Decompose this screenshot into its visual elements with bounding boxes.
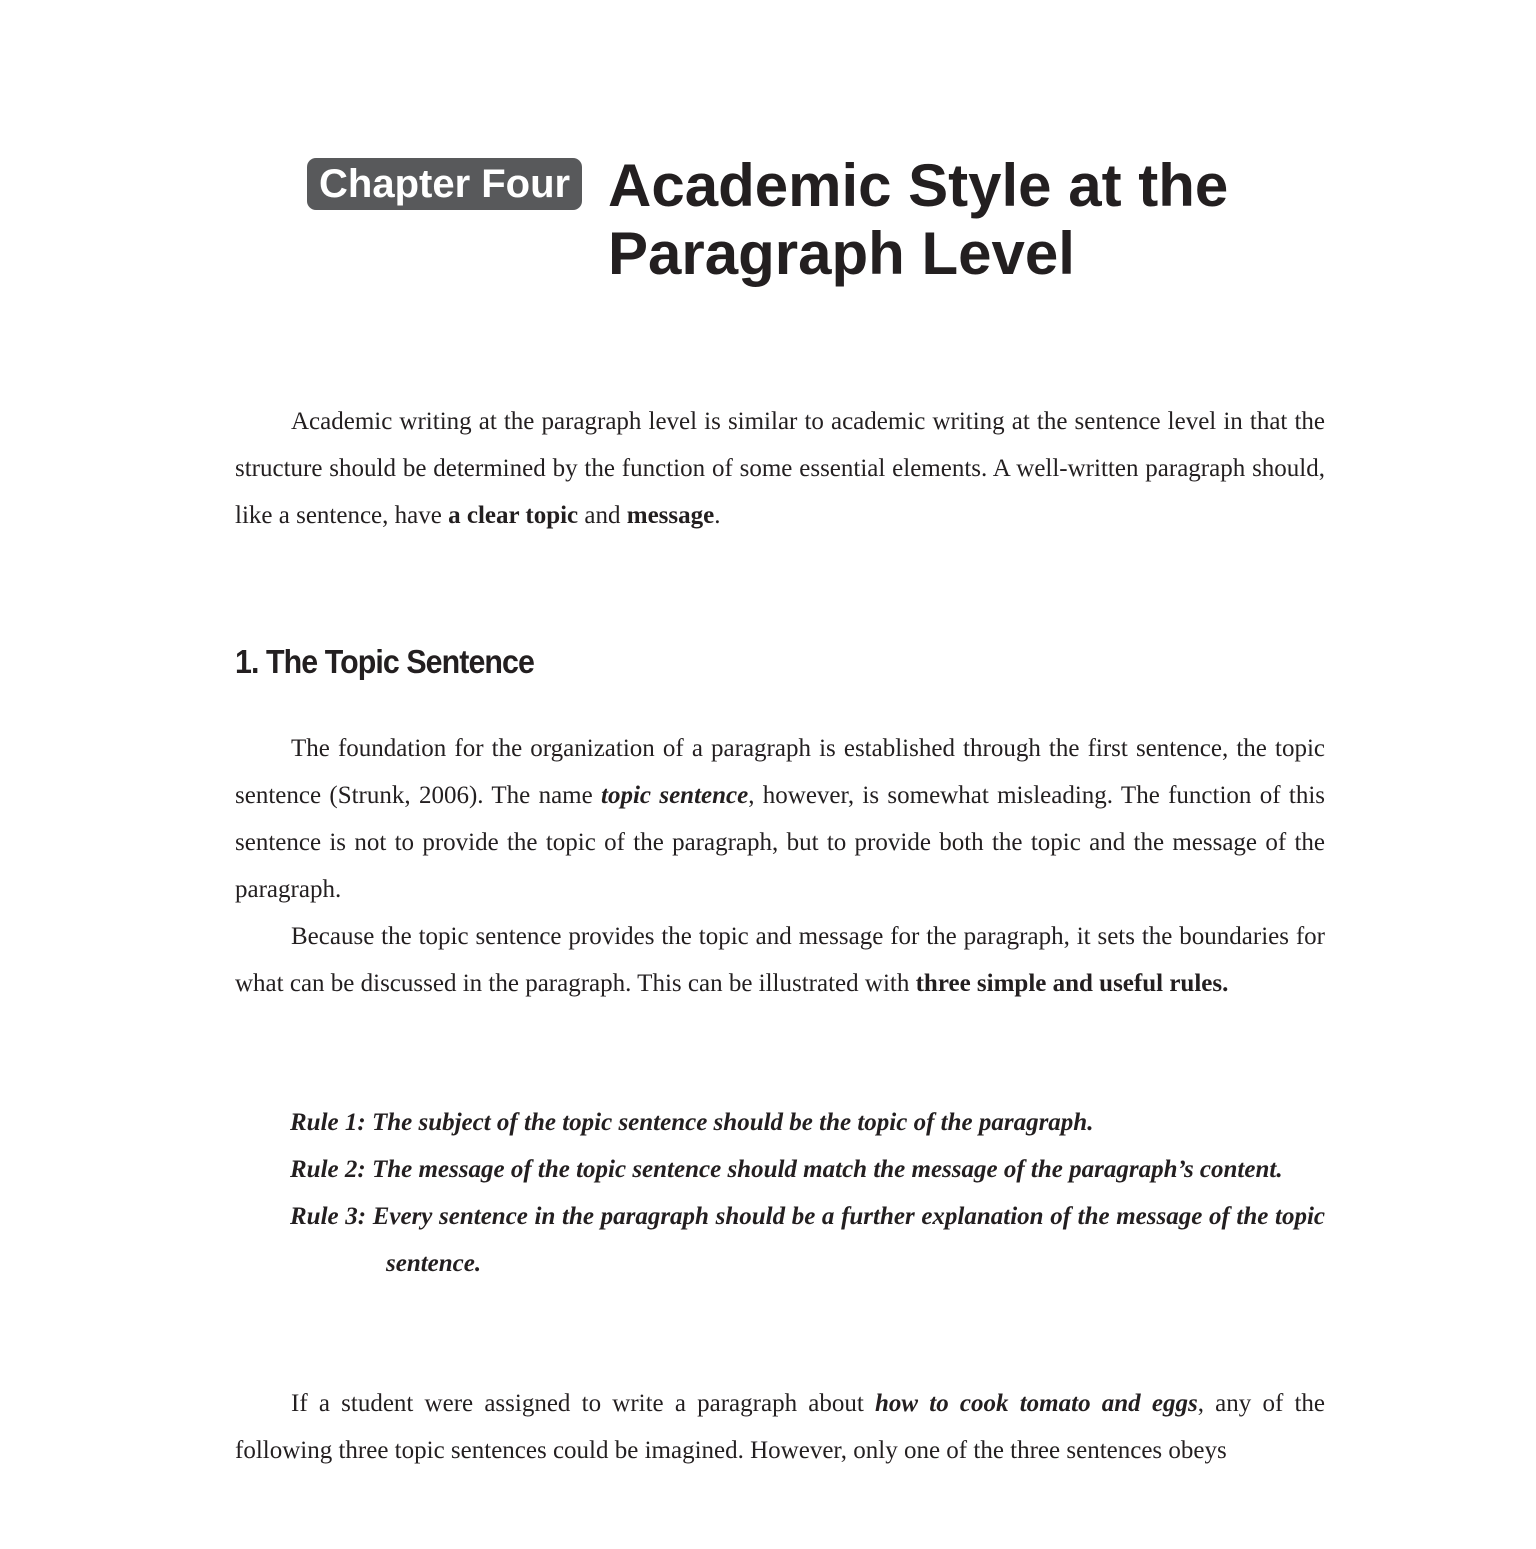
intro-paragraph: [235, 398, 1325, 539]
closing-paragraph: [235, 1380, 1325, 1474]
section-paragraph-1: [235, 725, 1325, 913]
chapter-title-line-1: Academic Style at the: [608, 152, 1229, 219]
intro-bold-topic: a clear topic: [448, 502, 579, 529]
rule-item: Rule 1: The subject of the topic sentence should be the topic of the paragraph.: [290, 1109, 1094, 1136]
closing-text-1: If a student were assigned to write a paragraph about: [291, 1390, 876, 1417]
section-body: [235, 725, 1325, 1007]
section-paragraph-2: [235, 913, 1325, 1007]
intro-bold-message: message: [626, 502, 715, 529]
closing-text-2: , any of the following three topic sentences could be imagined. However, only one of the three sentences obeys: [235, 1390, 1326, 1464]
intro-text-2: and: [578, 502, 627, 529]
section-p1-text-2: , however, is somewhat misleading. The function of this sentence is not to provide the topic of the paragraph, but to provide both the topic and the message of the paragraph.: [235, 782, 1325, 903]
section-p2-bold: three simple and useful rules.: [915, 970, 1229, 997]
section-heading: 1. The Topic Sentence: [235, 643, 534, 680]
chapter-title: [608, 152, 1308, 288]
intro-text-1: Academic writing at the paragraph level is similar to academic writing at the sentence level in that the structure should be determined by the function of some essential elements. A well-written paragraph should, like a sentence, have: [235, 408, 1325, 529]
closing-term: how to cook tomato and eggs: [875, 1390, 1198, 1417]
closing-paragraph-block: [235, 1380, 1325, 1474]
chapter-title-line-2: Paragraph Level: [608, 220, 1075, 287]
chapter-badge: Chapter Four: [307, 158, 582, 210]
intro-paragraph-block: [235, 398, 1325, 539]
rules-list: [290, 1099, 1325, 1287]
intro-text-3: .: [714, 502, 721, 529]
section-p2-text-1: Because the topic sentence provides the topic and message for the paragraph, it sets the boundaries for what can be discussed in the paragraph. This can be illustrated with: [235, 923, 1325, 997]
rule-item: Rule 3: Every sentence in the paragraph should be a further explanation of the message of the topic sentence.: [290, 1203, 1325, 1277]
rule-item: Rule 2: The message of the topic sentence should match the message of the paragraph’s content.: [290, 1156, 1283, 1183]
section-p1-text-1: The foundation for the organization of a paragraph is established through the first sentence, the topic sentence (Strunk, 2006). The name: [235, 735, 1325, 809]
section-p1-term: topic sentence: [601, 782, 749, 809]
